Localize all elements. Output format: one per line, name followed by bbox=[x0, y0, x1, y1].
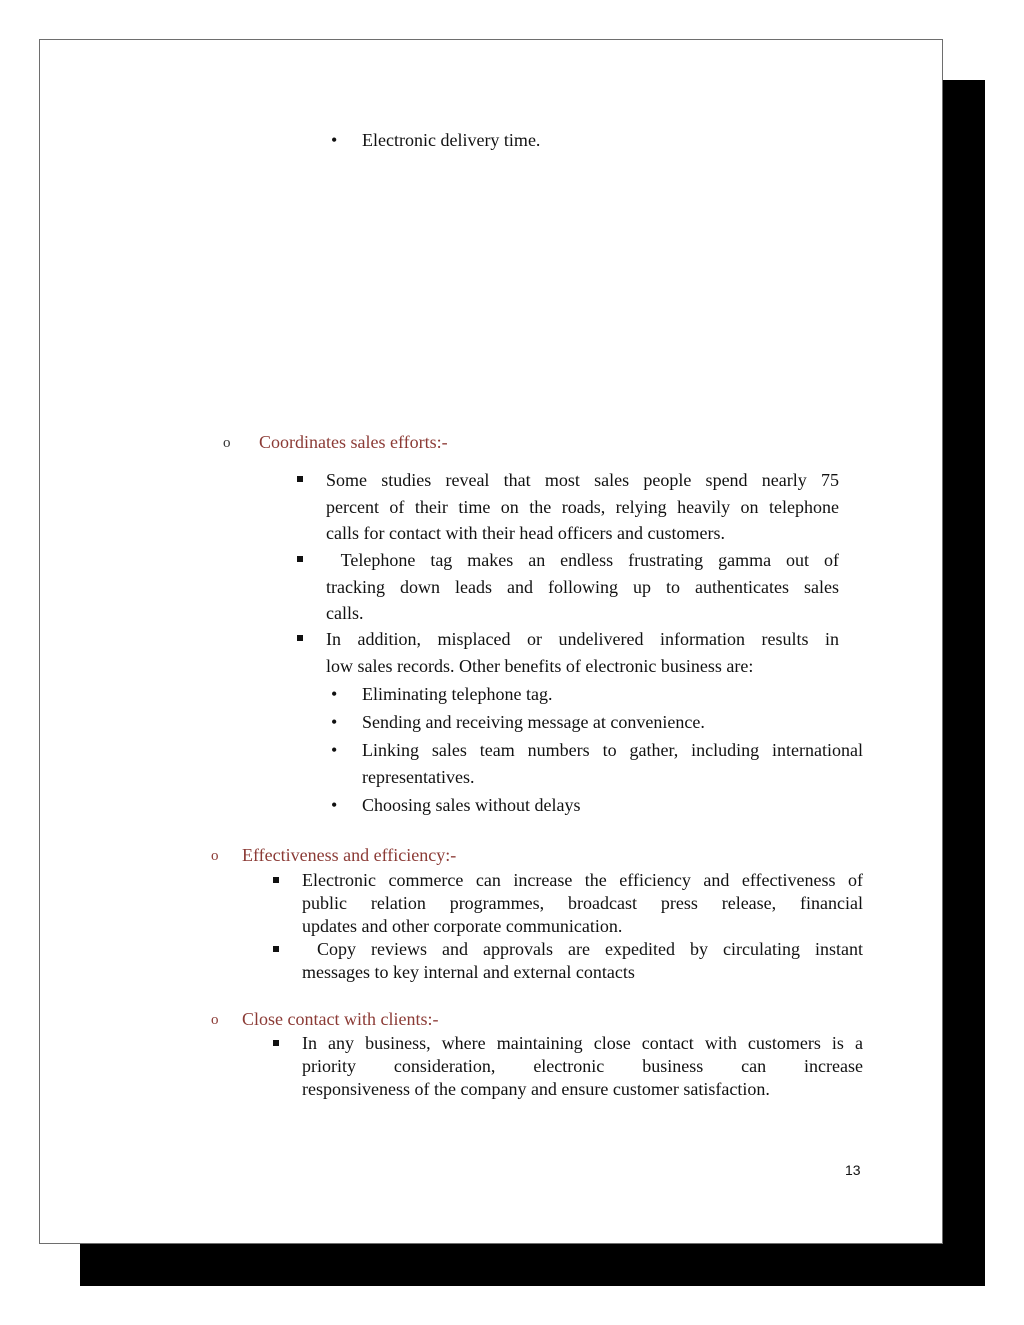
section-marker: o bbox=[211, 1012, 219, 1028]
item-line: low sales records. Other benefits of electronic business are: bbox=[326, 655, 754, 676]
page-number: 13 bbox=[845, 1162, 861, 1178]
list-item bbox=[302, 938, 863, 984]
item-line: Telephone tag makes an endless frustrating gamma out of bbox=[326, 550, 839, 570]
list-item bbox=[326, 547, 839, 627]
sub-bullet-text: Choosing sales without delays bbox=[362, 795, 581, 815]
sub-bullet-text: representatives. bbox=[362, 767, 475, 787]
square-bullet bbox=[273, 877, 279, 883]
list-item bbox=[302, 869, 863, 938]
item-line: public relation programmes, broadcast press release, financial bbox=[302, 893, 863, 913]
document-page bbox=[39, 39, 943, 1244]
item-line: Electronic commerce can increase the efficiency and effectiveness of bbox=[302, 870, 863, 890]
item-line: calls. bbox=[326, 603, 364, 623]
square-bullet bbox=[297, 556, 303, 562]
item-line: In addition, misplaced or undelivered information results in bbox=[326, 629, 839, 649]
section-marker: o bbox=[223, 435, 231, 451]
item-line: Some studies reveal that most sales people spend nearly 75 bbox=[326, 470, 839, 490]
square-bullet bbox=[297, 635, 303, 641]
item-line: priority consideration, electronic business can increase bbox=[302, 1056, 863, 1076]
square-bullet bbox=[273, 946, 279, 952]
item-line: calls for contact with their head officers and customers. bbox=[326, 523, 726, 543]
item-line: Copy reviews and approvals are expedited by circulating instant bbox=[302, 939, 863, 959]
sub-bullet-text: Linking sales team numbers to gather, including international bbox=[362, 740, 863, 760]
section-heading-coordinates: Coordinates sales efforts:- bbox=[259, 432, 448, 452]
item-line: tracking down leads and following up to authenticates sales bbox=[326, 576, 839, 597]
item-line: In any business, where maintaining close contact with customers is a bbox=[302, 1033, 863, 1053]
section-marker: o bbox=[211, 848, 219, 864]
bullet-dot: • bbox=[331, 795, 338, 815]
section-heading-effectiveness: Effectiveness and efficiency:- bbox=[242, 845, 457, 865]
section-heading-close-contact: Close contact with clients:- bbox=[242, 1009, 439, 1029]
item-line: messages to key internal and external contacts bbox=[302, 962, 635, 982]
sub-bullet-text: Eliminating telephone tag. bbox=[362, 684, 553, 704]
item-line: updates and other corporate communication. bbox=[302, 916, 623, 936]
square-bullet bbox=[297, 476, 303, 482]
list-item bbox=[302, 1032, 863, 1101]
bullet-dot: • bbox=[331, 130, 338, 150]
item-line: responsiveness of the company and ensure customer satisfaction. bbox=[302, 1079, 770, 1099]
list-item bbox=[326, 626, 839, 679]
bullet-dot: • bbox=[331, 740, 338, 760]
list-item bbox=[326, 467, 839, 547]
item-line: percent of their time on the roads, relying heavily on telephone bbox=[326, 496, 839, 517]
top-bullet-text: Electronic delivery time. bbox=[362, 130, 541, 150]
sub-bullet-text: Sending and receiving message at convenience. bbox=[362, 712, 705, 732]
bullet-dot: • bbox=[331, 712, 338, 732]
square-bullet bbox=[273, 1040, 279, 1046]
bullet-dot: • bbox=[331, 684, 338, 704]
